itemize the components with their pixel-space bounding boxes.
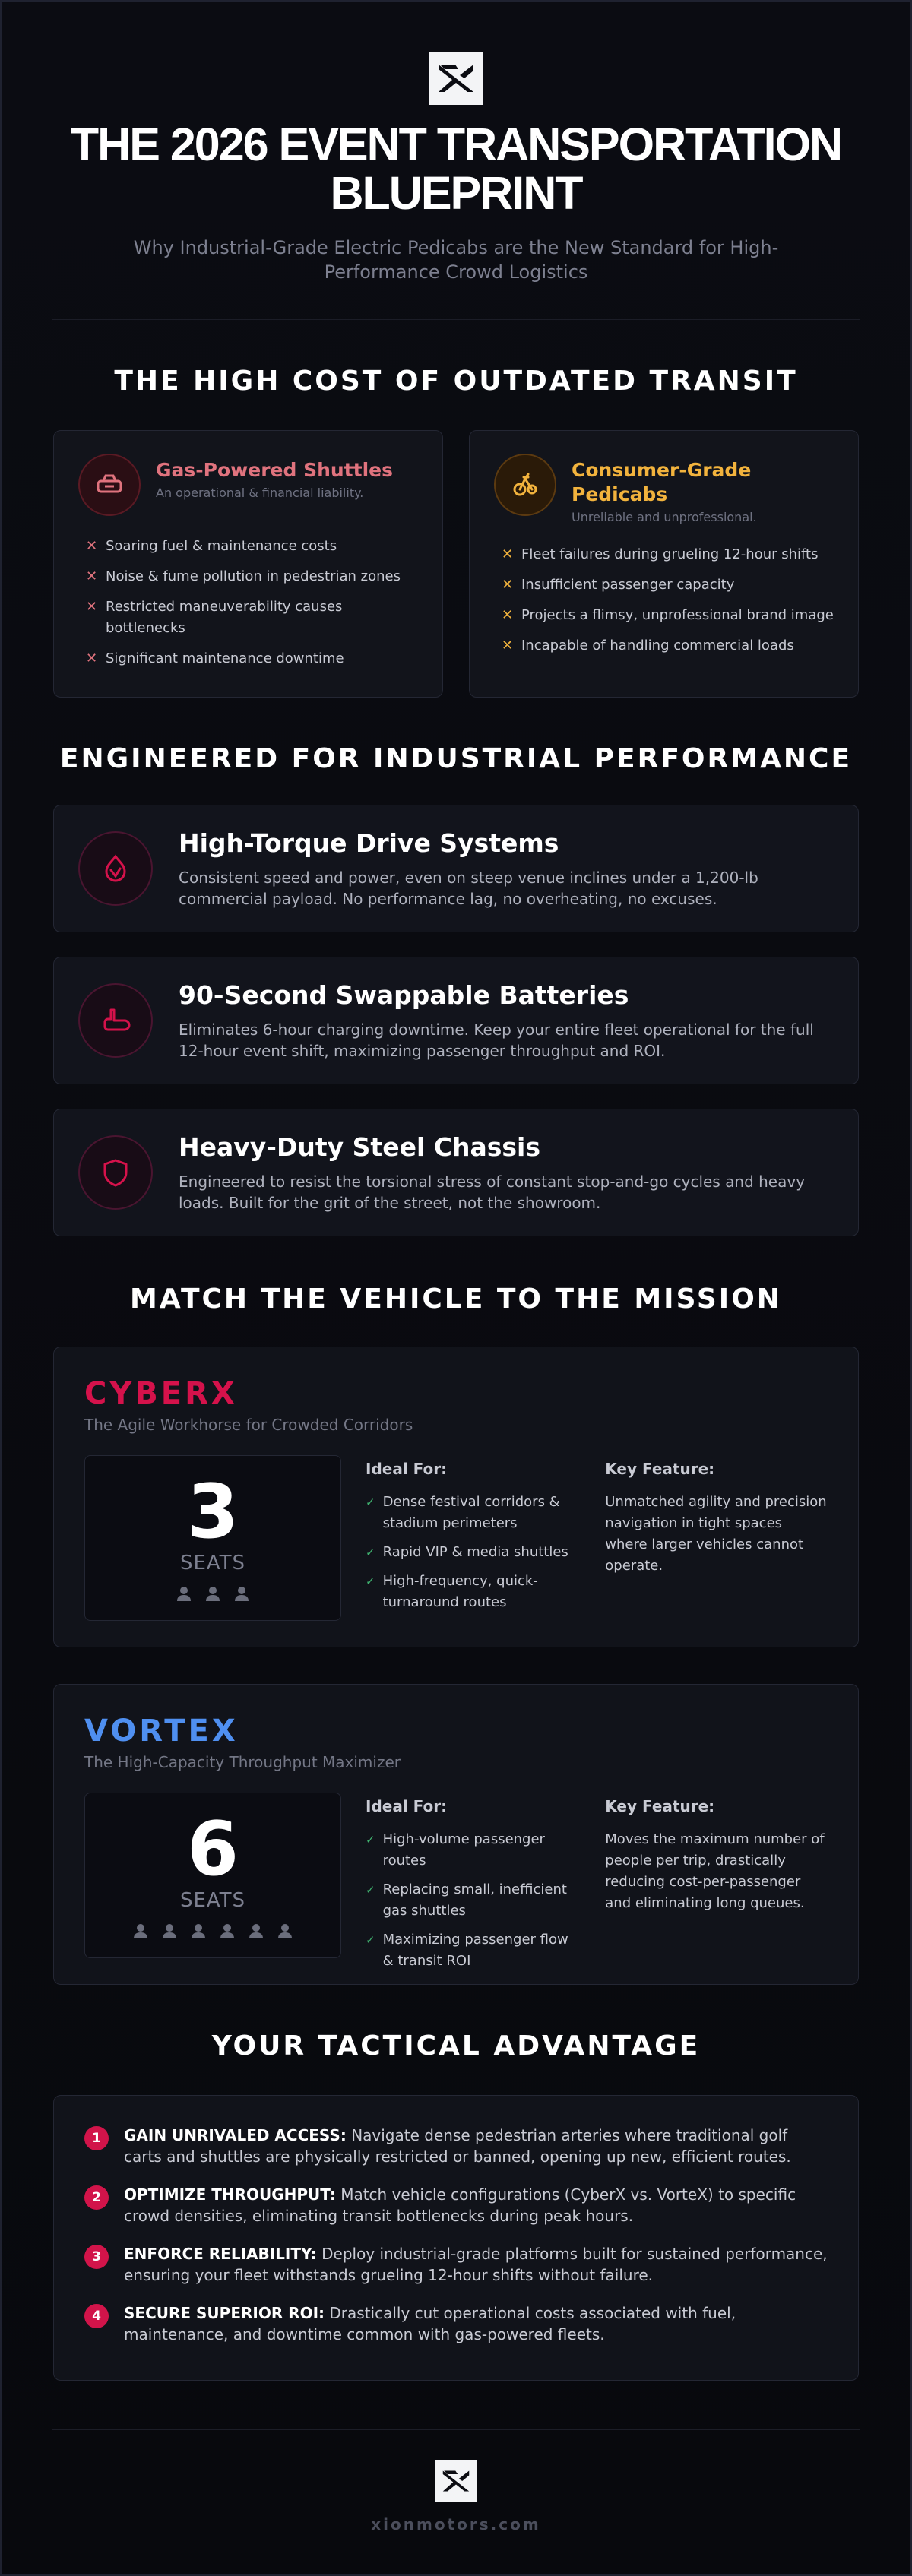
advantage-item: [84, 2125, 828, 2167]
x-mark-icon: ✕: [502, 607, 514, 623]
feature-card-torque: [53, 805, 859, 932]
x-mark-icon: ✕: [86, 599, 98, 615]
seats-label: SEATS: [179, 1889, 246, 1912]
cost-section-title: THE HIGH COST OF OUTDATED TRANSIT: [114, 366, 798, 397]
list-item: ✓ Rapid VIP & media shuttles: [366, 1542, 581, 1563]
advantage-lead: OPTIMIZE THROUGHPUT:: [124, 2185, 336, 2204]
card-subtitle: Unreliable and unprofessional.: [572, 510, 757, 524]
card-subtitle: An operational & financial liability.: [156, 486, 364, 500]
person-icon: [248, 1923, 264, 1939]
ideal-for-label: Ideal For:: [366, 1460, 448, 1478]
cycle-icon: [494, 454, 556, 516]
key-feature-text: Unmatched agility and precision navigation in tight spaces where larger vehicles cannot operate.: [605, 1494, 827, 1574]
vehicle-card-cyberx: [53, 1347, 859, 1647]
list-item: ✕ Incapable of handling commercial loads: [502, 635, 834, 657]
key-feature-label: Key Feature:: [605, 1460, 715, 1478]
list-item: ✕ Projects a flimsy, unprofessional brand image: [502, 605, 834, 626]
divider: [52, 2429, 860, 2430]
step-number: 2: [84, 2185, 109, 2210]
check-icon: ✓: [366, 1546, 375, 1559]
advantage-item: [84, 2184, 828, 2226]
step-number: 4: [84, 2304, 109, 2328]
seat-count: 6: [186, 1806, 239, 1893]
ideal-for-label: Ideal For:: [366, 1797, 448, 1815]
seats-label: SEATS: [179, 1552, 246, 1574]
torque-icon: [78, 831, 153, 906]
footer: [2, 2460, 910, 2533]
list-item: ✓ Maximizing passenger flow & transit ROI: [366, 1929, 581, 1972]
person-icon: [190, 1923, 207, 1939]
page-title: THE 2026 EVENT TRANSPORTATION BLUEPRINT: [70, 119, 842, 219]
x-mark-icon: ✕: [502, 546, 514, 562]
battery-swap-icon: [78, 983, 153, 1058]
advantage-text: Match vehicle configurations (CyberX vs. VorteX) to specific crowd densities, eliminating transit bottlenecks during peak hours.: [124, 2185, 796, 2225]
vehicle-card-vortex: [53, 1684, 859, 1985]
list-item: ✕ Fleet failures during grueling 12-hour shifts: [502, 544, 834, 565]
feature-description: Engineered to resist the torsional stress of constant stop-and-go cycles and heavy loads. Built for the grit of the street, not the showroom.: [179, 1172, 806, 1212]
performance-section-title: ENGINEERED FOR INDUSTRIAL PERFORMANCE: [59, 743, 853, 774]
shield-icon: [78, 1135, 153, 1210]
x-mark-icon: ✕: [502, 638, 514, 653]
key-feature-text: Moves the maximum number of people per trip, drastically reducing cost-per-passenger and eliminating long queues.: [605, 1831, 825, 1911]
feature-card-battery: [53, 957, 859, 1084]
footer-url[interactable]: xionmotors.com: [371, 2515, 541, 2533]
advantage-section: [2, 2030, 910, 2381]
advantage-item: [84, 2302, 828, 2345]
mission-section: [2, 1283, 910, 1985]
gas-shuttle-card: [53, 430, 443, 698]
list-item: ✓ High-volume passenger routes: [366, 1829, 581, 1872]
x-logo-icon: [435, 2460, 477, 2502]
vehicle-subtitle: The Agile Workhorse for Crowded Corridors: [84, 1416, 413, 1434]
list-item: ✕ Soaring fuel & maintenance costs: [86, 536, 418, 557]
x-mark-icon: ✕: [86, 650, 98, 666]
feature-card-chassis: [53, 1109, 859, 1236]
advantage-lead: ENFORCE RELIABILITY:: [124, 2245, 317, 2263]
list-item: ✓ Dense festival corridors & stadium perimeters: [366, 1492, 581, 1534]
advantage-text: Navigate dense pedestrian arteries where traditional golf carts and shuttles are physically restricted or banned, opening up new, efficient routes.: [124, 2126, 791, 2166]
list-item: ✕ Restricted maneuverability causes bottlenecks: [86, 597, 418, 639]
mission-section-title: MATCH THE VEHICLE TO THE MISSION: [130, 1283, 782, 1315]
performance-section: [2, 743, 910, 1236]
x-mark-icon: ✕: [86, 568, 98, 584]
person-icon: [219, 1923, 236, 1939]
list-item: ✕ Significant maintenance downtime: [86, 648, 418, 669]
consumer-pedicab-card: [469, 430, 859, 698]
advantage-card: [53, 2095, 859, 2381]
person-icon: [176, 1585, 192, 1602]
check-icon: ✓: [366, 1574, 375, 1588]
page-subtitle: Why Industrial-Grade Electric Pedicabs are the New Standard for High-Performance Crowd Logistics: [133, 237, 779, 283]
feature-title: Heavy-Duty Steel Chassis: [179, 1131, 540, 1162]
list-item: ✓ Replacing small, inefficient gas shuttles: [366, 1879, 581, 1922]
card-title: Gas-Powered Shuttles: [156, 459, 393, 481]
advantage-text: Deploy industrial-grade platforms built for sustained performance, ensuring your fleet withstands grueling 12-hour shifts without failure.: [124, 2245, 828, 2284]
card-title: Consumer-Grade Pedicabs: [572, 459, 752, 505]
person-icon: [204, 1585, 221, 1602]
list-item: ✓ High-frequency, quick-turnaround routes: [366, 1571, 581, 1613]
check-icon: ✓: [366, 1495, 375, 1509]
step-number: 3: [84, 2245, 109, 2269]
vehicle-name: VORTEX: [84, 1714, 239, 1748]
feature-description: Eliminates 6-hour charging downtime. Keep your entire fleet operational for the full 12-hour event shift, maximizing passenger throughput and ROI.: [179, 1020, 814, 1060]
seat-count-box: [84, 1455, 341, 1621]
x-mark-icon: ✕: [86, 538, 98, 554]
feature-title: 90-Second Swappable Batteries: [179, 979, 629, 1010]
person-icon: [277, 1923, 293, 1939]
x-mark-icon: ✕: [502, 577, 514, 593]
shuttle-icon: [78, 454, 141, 516]
x-logo-icon: [429, 52, 483, 105]
seat-count: 3: [186, 1469, 239, 1555]
check-icon: ✓: [366, 1933, 375, 1947]
divider: [52, 319, 860, 320]
feature-description: Consistent speed and power, even on steep venue inclines under a 1,200-lb commercial payload. No performance lag, no overheating, no excuses.: [179, 868, 758, 908]
step-number: 1: [84, 2126, 109, 2150]
cost-section: [2, 366, 910, 698]
seat-count-box: [84, 1793, 341, 1958]
advantage-text: Drastically cut operational costs associated with fuel, maintenance, and downtime common with gas-powered fleets.: [124, 2304, 736, 2343]
feature-title: High-Torque Drive Systems: [179, 828, 559, 858]
key-feature-label: Key Feature:: [605, 1797, 715, 1815]
check-icon: ✓: [366, 1883, 375, 1897]
check-icon: ✓: [366, 1833, 375, 1847]
advantage-item: [84, 2243, 828, 2286]
vehicle-name: CYBERX: [84, 1376, 238, 1411]
list-item: ✕ Insufficient passenger capacity: [502, 574, 834, 596]
advantage-lead: SECURE SUPERIOR ROI:: [124, 2304, 325, 2322]
person-icon: [161, 1923, 178, 1939]
advantage-lead: GAIN UNRIVALED ACCESS:: [124, 2126, 347, 2144]
person-icon: [233, 1585, 250, 1602]
vehicle-subtitle: The High-Capacity Throughput Maximizer: [84, 1753, 401, 1771]
person-icon: [132, 1923, 149, 1939]
list-item: ✕ Noise & fume pollution in pedestrian zones: [86, 566, 418, 587]
advantage-section-title: YOUR TACTICAL ADVANTAGE: [211, 2030, 701, 2062]
